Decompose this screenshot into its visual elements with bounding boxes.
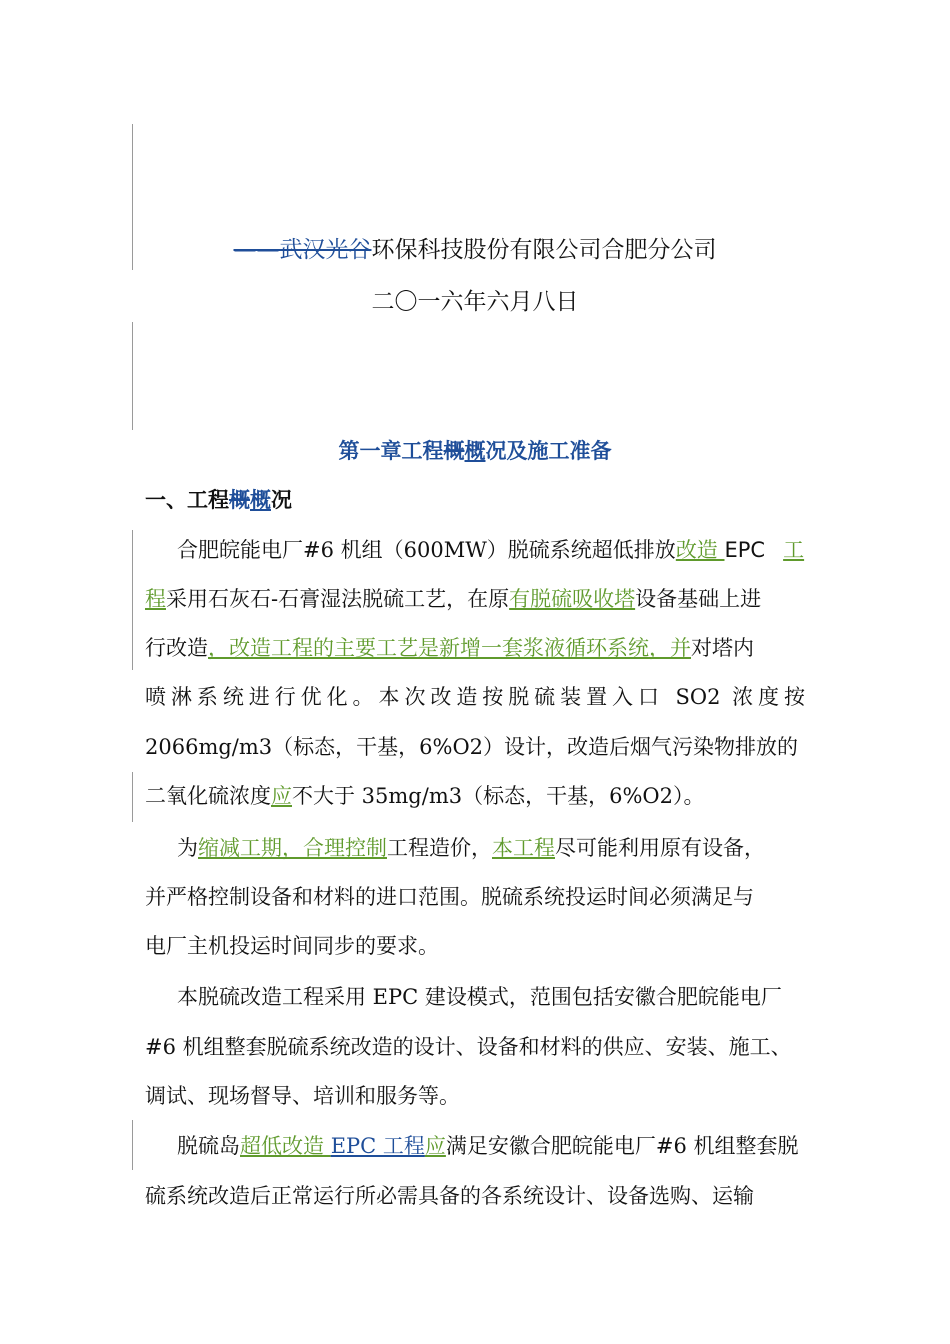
deleted-text: 概	[229, 487, 250, 512]
company-name	[0, 234, 950, 266]
inserted-text: 工	[783, 538, 805, 562]
deleted-text: 概	[443, 438, 465, 463]
deleted-text: ——武汉光谷	[233, 237, 372, 263]
text-run: 满足安徽合肥皖能电厂#6 机组整套脱	[445, 1134, 799, 1158]
text-run: 二氧化硫浓度	[145, 784, 271, 808]
text-run: EPC	[724, 538, 766, 562]
text-run: 不大于 35mg/m3（标态，干基，6%O2）。	[292, 784, 705, 808]
paragraph-line: 硫系统改造后正常运行所必需具备的各系统设计、设备选购、运输	[145, 1184, 754, 1208]
text-run: 采用石灰石-石膏湿法脱硫工艺，在原	[166, 587, 510, 611]
inserted-text: ，改造工程的主要工艺是新增一套浆液循环系统，并	[208, 636, 691, 660]
paragraph-line: 调试、现场督导、培训和服务等。	[145, 1084, 460, 1108]
paragraph-line: 喷淋系统进行优化。本次改造按脱硫装置入口 SO2 浓度按	[145, 685, 805, 709]
chapter-title	[0, 436, 950, 466]
change-bar	[132, 772, 133, 822]
inserted-text: 有脱硫吸收塔	[509, 587, 636, 611]
chapter-title-text: 第一章工程	[338, 438, 444, 463]
paragraph-line	[145, 634, 754, 662]
paragraph-line	[177, 536, 804, 564]
inserted-text: 应	[424, 1134, 446, 1158]
text-run: 工程造价，	[387, 836, 492, 860]
inserted-text: 概	[250, 487, 271, 512]
paragraph-line: #6 机组整套脱硫系统改造的设计、设备和材料的供应、安装、施工、	[145, 1035, 792, 1059]
text-run: 合肥皖能电厂#6 机组（600MW）脱硫系统超低排放	[177, 538, 676, 562]
paragraph-line: 2066mg/m3（标态，干基，6%O2）设计，改造后烟气污染物排放的	[145, 735, 799, 759]
paragraph-line	[177, 834, 765, 862]
section-heading	[145, 485, 292, 515]
inserted-text: 程	[145, 587, 166, 611]
inserted-text: 本工程	[492, 836, 555, 860]
company-name-text: 环保科技股份有限公司合肥分公司	[371, 237, 717, 263]
change-bar	[132, 1120, 133, 1170]
inserted-text: 超低改造	[240, 1134, 331, 1158]
inserted-text: 概	[464, 438, 486, 463]
inserted-text: EPC 工程	[330, 1134, 425, 1158]
paragraph-line	[145, 782, 705, 810]
paragraph-line	[145, 585, 761, 613]
paragraph-line	[177, 1132, 799, 1160]
text-run: 行改造	[145, 636, 208, 660]
chapter-title-text: 况及施工准备	[485, 438, 612, 463]
change-bar	[132, 322, 133, 430]
document-date: 二〇一六年六月八日	[371, 289, 579, 315]
text-run: 脱硫岛	[177, 1134, 240, 1158]
paragraph-line: 并严格控制设备和材料的进口范围。脱硫系统投运时间必须满足与	[145, 885, 754, 909]
text-run: 设备基础上进	[635, 587, 762, 611]
paragraph-line: 电厂主机投运时间同步的要求。	[145, 934, 439, 958]
text-run: 对塔内	[691, 636, 754, 660]
inserted-text: 缩减工期，合理控制	[198, 836, 387, 860]
text-run: 尽可能利用原有设备，	[555, 836, 765, 860]
text-run: 为	[177, 836, 198, 860]
section-heading-text: 况	[271, 487, 292, 512]
change-bar	[132, 530, 133, 670]
inserted-text: 改造	[675, 538, 725, 562]
section-heading-text: 一、工程	[145, 487, 229, 512]
inserted-text: 应	[271, 784, 292, 808]
paragraph-line: 本脱硫改造工程采用 EPC 建设模式，范围包括安徽合肥皖能电厂	[177, 985, 782, 1009]
